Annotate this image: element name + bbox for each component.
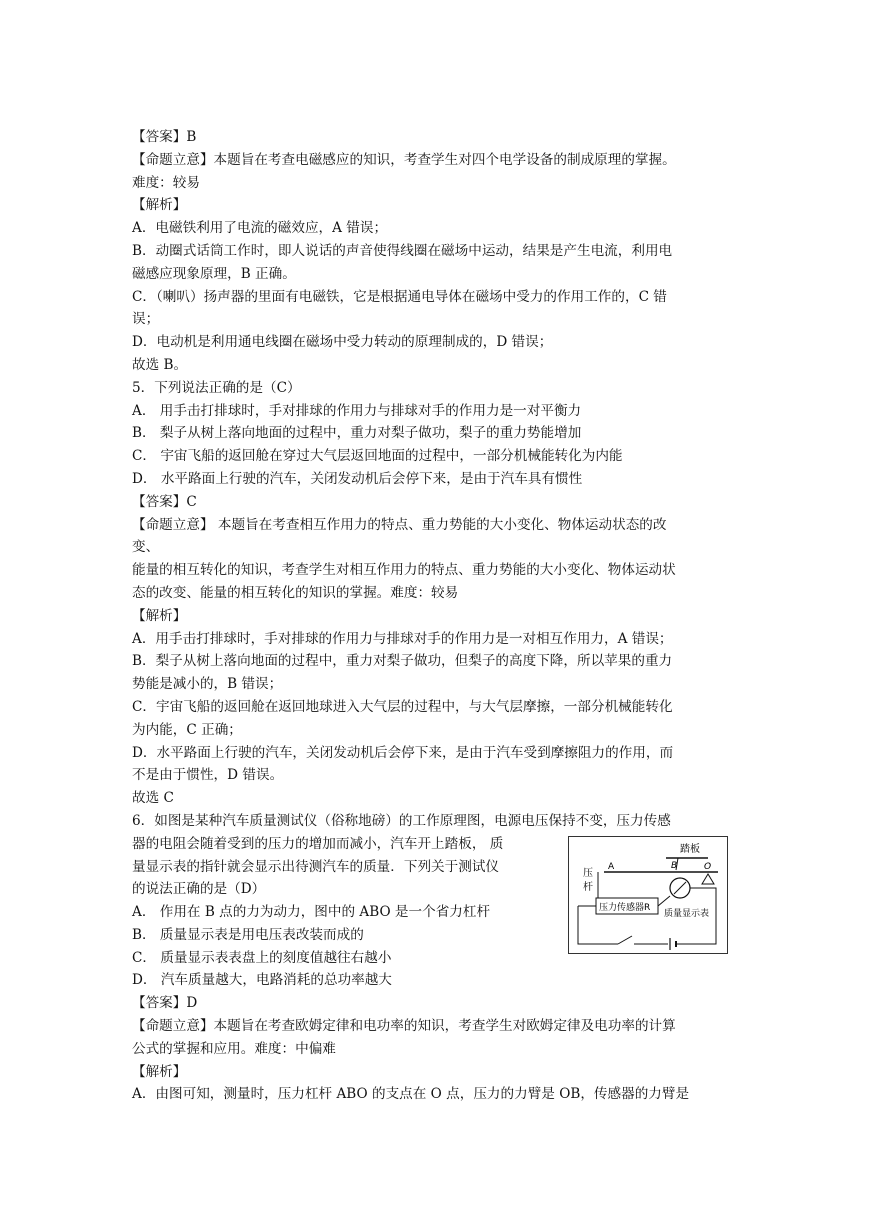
point-o-label: O (704, 862, 712, 872)
text-line: D． 水平路面上行驶的汽车，关闭发动机后会停下来，是由于汽车具有惯性 (132, 470, 583, 487)
pedal-label: 踏板 (680, 844, 700, 855)
text-line: 难度：较易 (132, 174, 200, 191)
text-line: 磁感应现象原理，B 正确。 (132, 265, 296, 282)
text-line: 【解析】 (132, 607, 187, 624)
sensor-label: 压力传感器R (599, 903, 651, 913)
text-line: C． 质量显示表表盘上的刻度值越往右越小 (132, 949, 392, 966)
text-line: B．动圈式话筒工作时，即人说话的声音使得线圈在磁场中运动，结果是产生电流，利用电 (132, 242, 673, 259)
text-line: A． 用手击打排球时，手对排球的作用力与排球对手的作用力是一对平衡力 (132, 402, 582, 419)
text-line: 的说法正确的是（D） (132, 881, 266, 898)
text-line: D．电动机是利用通电线圈在磁场中受力转动的原理制成的，D 错误； (132, 334, 553, 351)
text-line: B． 质量显示表是用电压表改装而成的 (132, 926, 364, 943)
wire-to-meter (658, 896, 670, 906)
text-line: B．梨子从树上落向地面的过程中，重力对梨子做功，但梨子的高度下降，所以苹果的重力 (132, 653, 673, 670)
text-line: 为内能，C 正确； (132, 721, 242, 738)
text-line: 能量的相互转化的知识，考查学生对相互作用力的特点、重力势能的大小变化、物体运动状 (132, 562, 676, 579)
text-line: D．水平路面上行驶的汽车，关闭发动机后会停下来，是由于汽车受到摩擦阻力的作用，而 (132, 744, 674, 761)
circuit-diagram (568, 836, 728, 954)
text-line: 故选 C (132, 790, 174, 807)
text-line: 6．如图是某种汽车质量测试仪（俗称地磅）的工作原理图，电源电压保持不变，压力传感 (132, 812, 671, 829)
pivot-triangle (702, 874, 714, 884)
lever-label-2: 杆 (583, 882, 593, 893)
text-line: 误； (132, 311, 160, 328)
text-line: 【解析】 (132, 197, 187, 214)
text-line: 不是由于惯性，D 错误。 (132, 767, 284, 784)
text-line: C． 宇宙飞船的返回舱在穿过大气层返回地面的过程中，一部分机械能转化为内能 (132, 448, 623, 465)
lever-label-1: 压 (583, 868, 593, 879)
text-line: 量显示表的指针就会显示出待测汽车的质量．下列关于测试仪 (132, 858, 500, 875)
text-line: A．用手击打排球时，手对排球的作用力与排球对手的作用力是一对相互作用力，A 错误； (132, 630, 673, 647)
text-line: 【命题立意】 本题旨在考查相互作用力的特点、重力势能的大小变化、物体运动状态的改 (132, 516, 667, 533)
text-line: 【答案】B (132, 129, 197, 145)
text-line: B． 梨子从树上落向地面的过程中，重力对梨子做功，梨子的重力势能增加 (132, 425, 582, 442)
text-line: 5．下列说法正确的是（C） (132, 379, 301, 396)
text-line: 公式的掌握和应用。难度：中偏难 (132, 1040, 336, 1057)
text-line: 【命题立意】本题旨在考查电磁感应的知识，考查学生对四个电学设备的制成原理的掌握。 (132, 151, 676, 168)
text-line: 势能是减小的，B 错误； (132, 676, 283, 693)
text-line: A． 作用在 B 点的力为动力，图中的 ABO 是一个省力杠杆 (132, 904, 491, 921)
text-line: 【答案】D (132, 995, 198, 1012)
text-line: A．由图可知，测量时，压力杠杆 ABO 的支点在 O 点，压力的力臂是 OB，传感器的力臂是 (132, 1086, 690, 1103)
point-a-label: A (608, 862, 615, 872)
text-line: C．宇宙飞船的返回舱在返回地球进入大气层的过程中，与大气层摩擦，一部分机械能转化 (132, 698, 673, 715)
meter-label: 质量显示表 (664, 909, 710, 919)
meter-needle (674, 882, 686, 894)
text-line: 变、 (132, 539, 160, 556)
switch-lever (618, 936, 632, 944)
text-line: 【答案】C (132, 493, 197, 510)
point-b-label: B (671, 861, 678, 871)
text-line: 器的电阻会随着受到的压力的增加而减小，汽车开上踏板， 质 (132, 835, 504, 852)
figure-border (569, 837, 728, 954)
text-line: D． 汽车质量越大，电路消耗的总功率越大 (132, 972, 392, 989)
text-line: 【解析】 (132, 1063, 187, 1080)
text-line: 态的改变、能量的相互转化的知识的掌握。难度：较易 (132, 584, 459, 601)
text-line: 【命题立意】本题旨在考查欧姆定律和电功率的知识，考查学生对欧姆定律及电功率的计算 (132, 1018, 676, 1035)
text-line: C．（喇叭）扬声器的里面有电磁铁，它是根据通电导体在磁场中受力的作用工作的，C 错 (132, 288, 667, 305)
text-line: 故选 B。 (132, 356, 188, 373)
text-line: A．电磁铁利用了电流的磁效应，A 错误； (132, 220, 388, 237)
document-text (132, 126, 742, 1106)
